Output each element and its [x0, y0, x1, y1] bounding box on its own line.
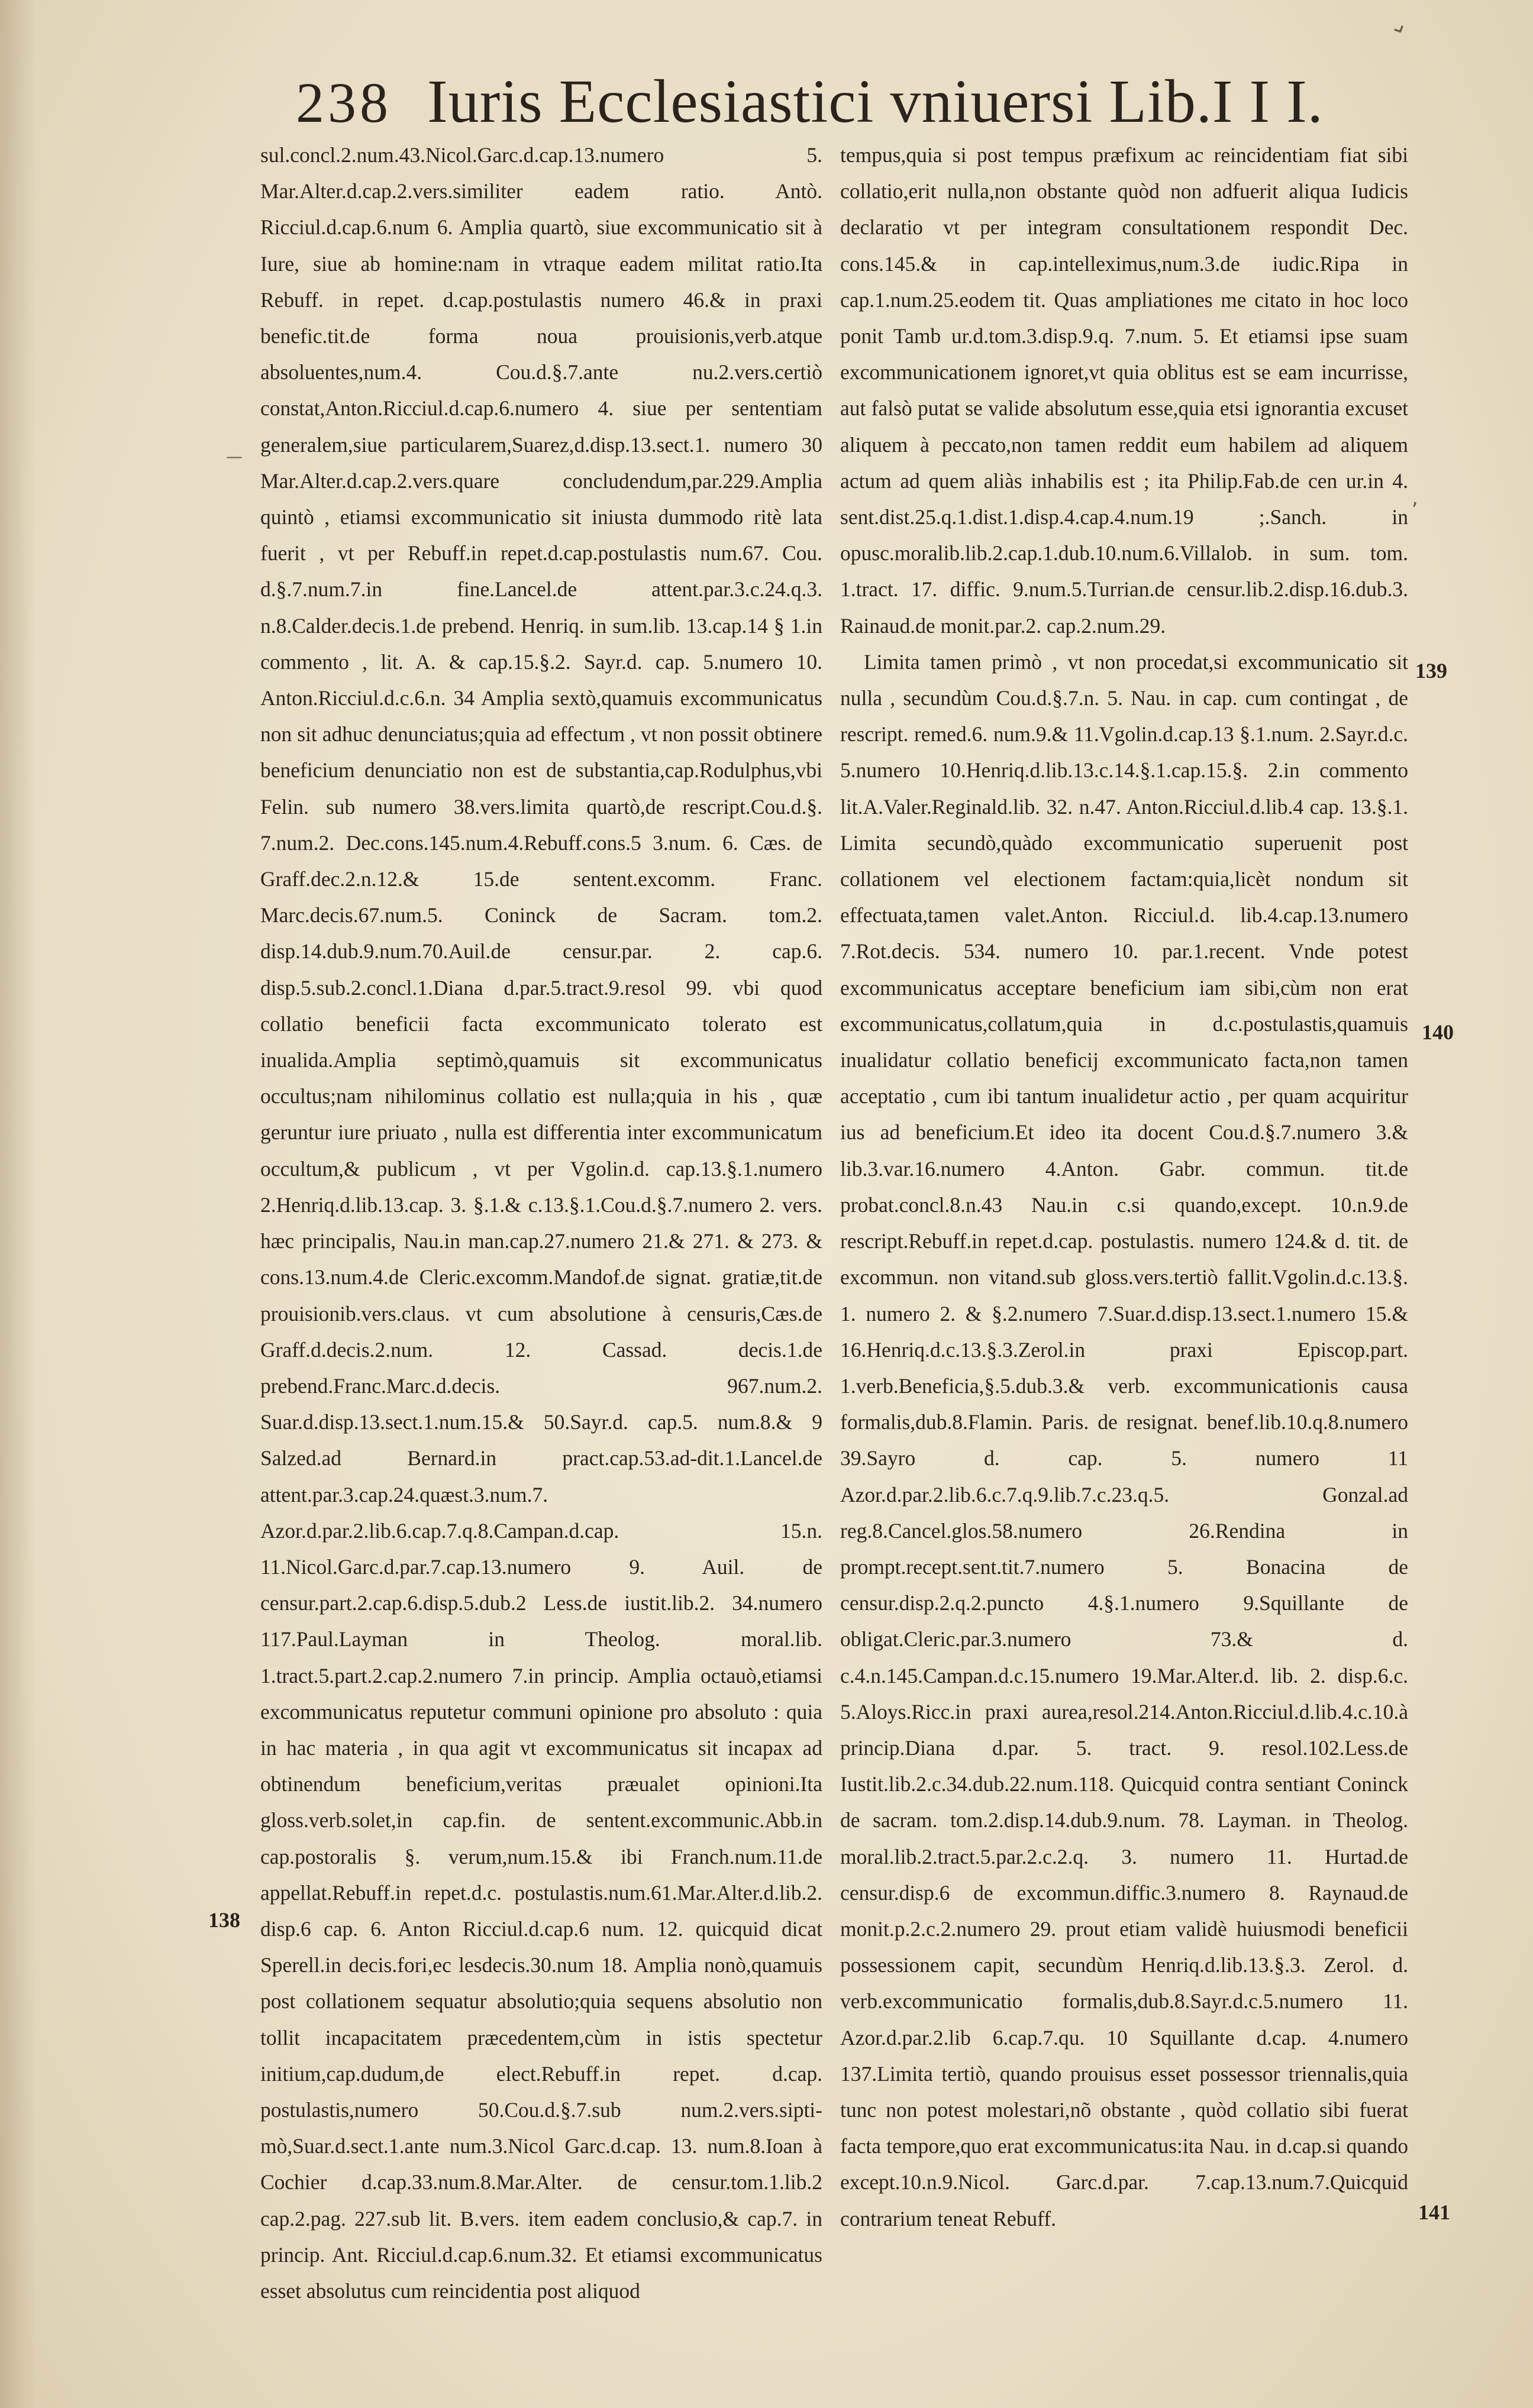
page-gutter-shadow [0, 0, 35, 2408]
marginal-number-138: 138 [208, 1908, 240, 1932]
corner-mark: ⌄ [1382, 9, 1412, 42]
left-paragraph: sul.concl.2.num.43.Nicol.Garc.d.cap.13.numero 5. Mar.Alter.d.cap.2.vers.similiter eadem ratio. Antò. Ricciul.d.cap.6.num 6. Amplia quartò, siue excommunicatio sit à Iure, siue ab homine:nam in vtraque eadem militat ratio.Ita Rebuff. in repet. d.cap.postulastis numero 46.& in praxi benefic.tit.de forma noua prouisionis,verb.atque absoluentes,num.4. Cou.d.§.7.ante nu.2.vers.certiò constat,Anton.Ricciul.d.cap.6.numero 4. siue per sententiam generalem,siue particularem,Suarez,d.disp.13.sect.1. numero 30 Mar.Alter.d.cap.2.vers.quare concludendum,par.229.Amplia quintò , etiamsi excommunicatio sit iniusta dummodo ritè lata fuerit , vt per Rebuff.in repet.d.cap.postulastis num.67. Cou. d.§.7.num.7.in fine.Lancel.de attent.par.3.c.24.q.3. n.8.Calder.decis.1.de prebend. Henriq. in sum.lib. 13.cap.14 § 1.in commento , lit. A. & cap.15.§.2. Sayr.d. cap. 5.numero 10. Anton.Ricciul.d.c.6.n. 34 Amplia sextò,quamuis excommunicatus non sit adhuc denunciatus;quia ad effectum , vt non possit obtinere beneficium denunciatio non est de substantia,cap.Rodulphus,vbi Felin. sub numero 38.vers.limita quartò,de rescript.Cou.d.§. 7.num.2. Dec.cons.145.num.4.Rebuff.cons.5 3.num. 6. Cæs. de Graff.dec.2.n.12.& 15.de sentent.excomm. Franc. Marc.decis.67.num.5. Coninck de Sacram. tom.2. disp.14.dub.9.num.70.Auil.de censur.par. 2. cap.6. disp.5.sub.2.concl.1.Diana d.par.5.tract.9.resol 99. vbi quod collatio beneficii facta excommunicato tolerato est inualida.Amplia septimò,quamuis sit excommunicatus occultus;nam nihilominus collatio est nulla;quia in his , quæ geruntur iure priuato , nulla est differentia inter excommunicatum occultum,& publicum , vt per Vgolin.d. cap.13.§.1.numero 2.Henriq.d.lib.13.cap. 3. §.1.& c.13.§.1.Cou.d.§.7.numero 2. vers. hæc principalis, Nau.in man.cap.27.numero 21.& 271. & 273. & cons.13.num.4.de Cleric.excomm.Mandof.de signat. gratiæ,tit.de prouisionib.vers.claus. vt cum absolutione à censuris,Cæs.de Graff.d.decis.2.num. 12. Cassad. decis.1.de prebend.Franc.Marc.d.decis. 967.num.2. Suar.d.disp.13.sect.1.num.15.& 50.Sayr.d. cap.5. num.8.& 9 Salzed.ad Bernard.in pract.cap.53.ad-dit.1.Lancel.de attent.par.3.cap.24.quæst.3.num.7. Azor.d.par.2.lib.6.cap.7.q.8.Campan.d.cap. 15.n. 11.Nicol.Garc.d.par.7.cap.13.numero 9. Auil. de censur.part.2.cap.6.disp.5.dub.2 Less.de iustit.lib.2. 34.numero 117.Paul.Layman in Theolog. moral.lib. 1.tract.5.part.2.cap.2.numero 7.in princip. Amplia octauò,etiamsi excommunicatus reputetur communi opinione pro absoluto : quia in hac materia , in qua agit vt excommunicatus sit incapax ad obtinendum beneficium,veritas præualet opinioni.Ita gloss.verb.solet,in cap.fin. de sentent.excommunic.Abb.in cap.postoralis §. verum,num.15.& ibi Franch.num.11.de appellat.Rebuff.in repet.d.c. postulastis.num.61.Mar.Alter.d.lib.2. disp.6 cap. 6. Anton Ricciul.d.cap.6 num. 12. quicquid dicat Sperell.in decis.fori,ec lesdecis.30.num 18. Amplia nonò,quamuis post collationem sequatur absolutio;quia sequens absolutio non tollit incapacitatem præcedentem,cùm in istis spectetur initium,cap.dudum,de elect.Rebuff.in repet. d.cap. postulastis,numero 50.Cou.d.§.7.sub num.2.vers.sipti-mò,Suar.d.sect.1.ante num.3.Nicol Garc.d.cap. 13. num.8.Ioan à Cochier d.cap.33.num.8.Mar.Alter. de censur.tom.1.lib.2 cap.2.pag. 227.sub lit. B.vers. item eadem conclusio,& cap.7. in princip. Ant. Ricciul.d.cap.6.num.32. Et etiamsi excommunicatus esset absolutus cum reincidentia post aliquod [260, 143, 822, 2303]
margin-stroke: — [226, 447, 243, 466]
marginal-number-141: 141 [1418, 2200, 1450, 2224]
running-title: Iuris Ecclesiastici vniuersi Lib.I I I. [427, 67, 1324, 135]
right-paragraph: tempus,quia si post tempus præfixum ac reincidentiam fiat sibi collatio,erit nulla,non obstante quòd non adfuerit aliqua Iudicis declaratio vt per integram consultationem respondit Dec. cons.145.& in cap.intelleximus,num.3.de iudic.Ripa in cap.1.num.25.eodem tit. Quas ampliationes me citato in hoc loco ponit Tamb ur.d.tom.3.disp.9.q. 7.num. 5. Et etiamsi ipse suam excommunicationem ignoret,vt quia oblitus est se eam incurrisse, aut falsò putat se valide absolutum esse,quia etsi ignorantia excuset aliquem à peccato,non tamen reddit eum habilem ad aliquem actum ad quem aliàs inhabilis est ; ita Philip.Fab.de cen ur.in 4. sent.dist.25.q.1.dist.1.disp.4.cap.4.num.19 ;.Sanch. in opusc.moralib.lib.2.cap.1.dub.10.num.6.Villalob. in sum. tom. 1.tract. 17. diffic. 9.num.5.Turrian.de censur.lib.2.disp.16.dub.3. Rainaud.de monit.par.2. cap.2.num.29. [840, 143, 1408, 638]
marginal-number-139: 139 [1415, 659, 1447, 683]
right-paragraph: Limita tamen primò , vt non procedat,si excommunicatio sit nulla , secundùm Cou.d.§.7.n. 5. Nau. in cap. cum contingat , de rescript. remed.6. num.9.& 11.Vgolin.d.cap.13 §.1.num. 2.Sayr.d.c. 5.numero 10.Henriq.d.lib.13.c.14.§.1.cap.15.§. 2.in commento lit.A.Valer.Reginald.lib. 32. n.47. Anton.Ricciul.d.lib.4 cap. 13.§.1. Limita secundò,quàdo excommunicatio superuenit post collationem vel electionem factam:quia,licèt nondum sit effectuata,tamen valet.Anton. Ricciul.d. lib.4.cap.13.numero 7.Rot.decis. 534. numero 10. par.1.recent. Vnde potest excommunicatus acceptare beneficium iam sibi,cùm non erat excommunicatus,collatum,quia in d.c.postulastis,quamuis inualidatur collatio beneficij excommunicato facta,non tamen acceptatio , cum ibi tantum inualidetur actio , per quam acquiritur ius ad beneficium.Et ideo ita docent Cou.d.§.7.numero 3.& lib.3.var.16.numero 4.Anton. Gabr. commun. tit.de probat.concl.8.n.43 Nau.in c.si quando,except. 10.n.9.de rescript.Rebuff.in repet.d.cap. postulastis. numero 124.& d. tit. de excommun. non vitand.sub gloss.vers.tertiò fallit.Vgolin.d.c.13.§. 1. numero 2. & §.2.numero 7.Suar.d.disp.13.sect.1.numero 15.& 16.Henriq.d.c.13.§.3.Zerol.in praxi Episcop.part. 1.verb.Beneficia,§.5.dub.3.& verb. excommunicationis causa formalis,dub.8.Flamin. Paris. de resignat. benef.lib.10.q.8.numero 39.Sayro d. cap. 5. numero 11 Azor.d.par.2.lib.6.c.7.q.9.lib.7.c.23.q.5. Gonzal.ad reg.8.Cancel.glos.58.numero 26.Rendina in prompt.recept.sent.tit.7.numero 5. Bonacina de censur.disp.2.q.2.puncto 4.§.1.numero 9.Squillante de obligat.Cleric.par.3.numero 73.& d. c.4.n.145.Campan.d.c.15.numero 19.Mar.Alter.d. lib. 2. disp.6.c. 5.Aloys.Ricc.in praxi aurea,resol.214.Anton.Ricciul.d.lib.4.c.10.à princip.Diana d.par. 5. tract. 9. resol.102.Less.de Iustit.lib.2.c.34.dub.22.num.118. Quicquid contra sentiant Coninck de sacram. tom.2.disp.14.dub.9.num. 78. Layman. in Theolog. moral.lib.2.tract.5.par.2.c.2.q. 3. numero 11. Hurtad.de censur.disp.6 de excommun.diffic.3.numero 8. Raynaud.de monit.p.2.c.2.numero 29. prout etiam validè huiusmodi beneficii possessionem capit, secundùm Henriq.d.lib.13.§.3. Zerol. d. verb.excommunicatio formalis,dub.8.Sayr.d.c.5.numero 11. Azor.d.par.2.lib 6.cap.7.qu. 10 Squillante d.cap. 4.numero 137.Limita tertiò, quando prouisus esset possessor triennalis,quia tunc non potest molestari,nõ obstante , quòd collatio sibi fuerat facta tempore,quo erat excommunicatus:ita Nau. in d.cap.si quando except.10.n.9.Nicol. Garc.d.par. 7.cap.13.num.7.Quicquid contrarium teneat Rebuff. [840, 649, 1408, 2231]
left-text-column [260, 137, 822, 2320]
page-number: 238 [296, 71, 392, 134]
page-header [296, 66, 1337, 137]
right-text-column [840, 137, 1408, 2320]
margin-tick: , [1412, 486, 1418, 510]
marginal-number-140: 140 [1422, 1020, 1454, 1044]
